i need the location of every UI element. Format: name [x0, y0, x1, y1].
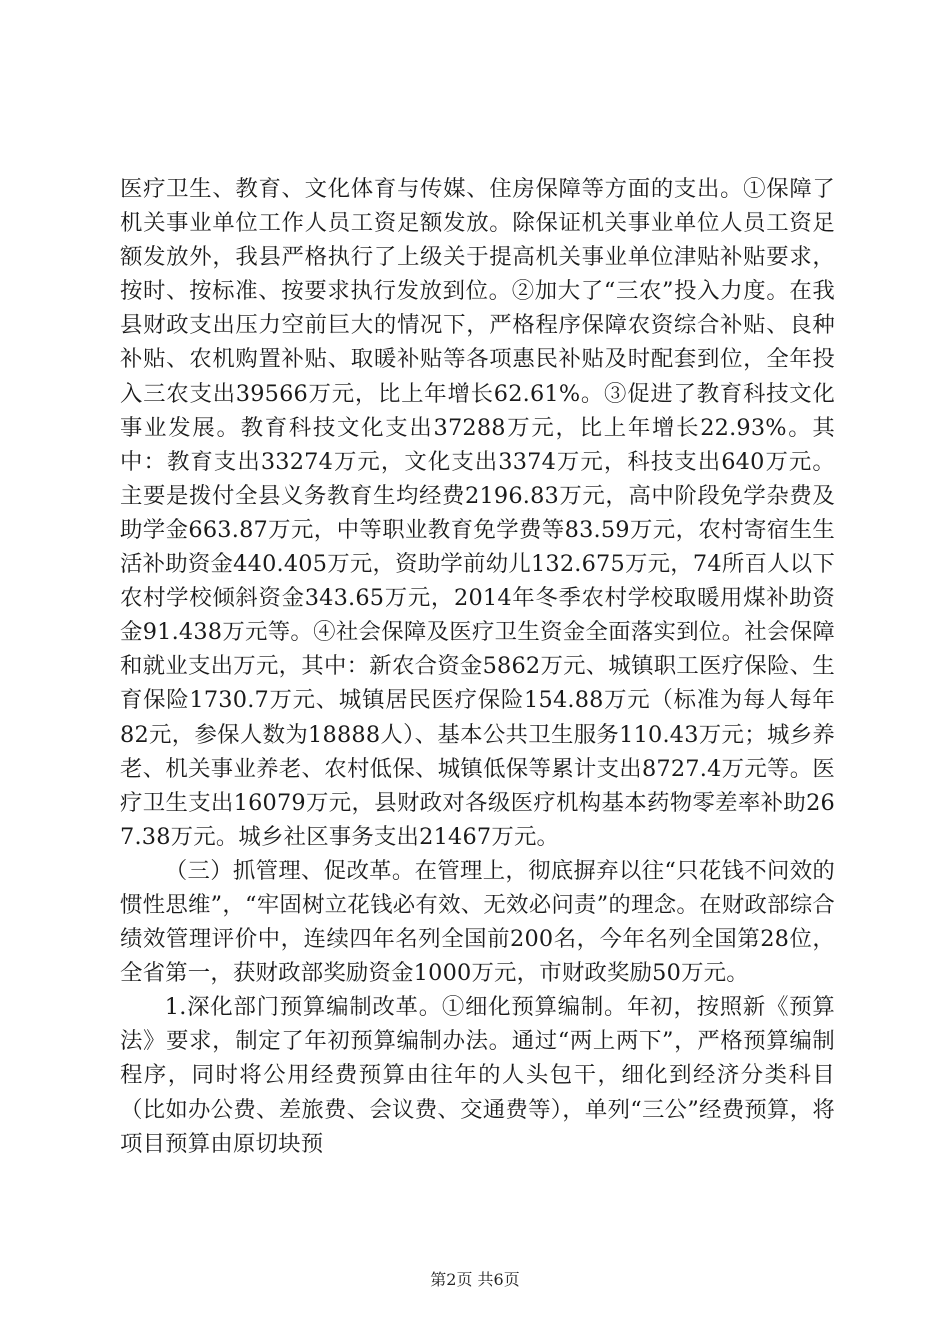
- paragraph-2: （三）抓管理、促改革。在管理上，彻底摒弃以往“只花钱不问效的惯性思维”，“牢固树立花钱必有效、无效必问责”的理念。在财政部综合绩效管理评价中，连续四年名列全国前200名，今年名列全国第28位，全省第一，获财政部奖励资金1000万元，市财政奖励50万元。: [120, 857, 835, 987]
- paragraph-1: 医疗卫生、教育、文化体育与传媒、住房保障等方面的支出。①保障了机关事业单位工作人员工资足额发放。除保证机关事业单位人员工资足额发放外，我县严格执行了上级关于提高机关事业单位津贴补贴要求，按时、按标准、按要求执行发放到位。②加大了“三农”投入力度。在我县财政支出压力空前巨大的情况下，严格程序保障农资综合补贴、良种补贴、农机购置补贴、取暖补贴等各项惠民补贴及时配套到位，全年投入三农支出39566万元，比上年增长62.61%。③促进了教育科技文化事业发展。教育科技文化支出37288万元，比上年增长22.93%。其中：教育支出33274万元，文化支出3374万元，科技支出640万元。主要是拨付全县义务教育生均经费2196.83万元，高中阶段免学杂费及助学金663.87万元，中等职业教育免学费等83.59万元，农村寄宿生生活补助资金440.405万元，资助学前幼儿132.675万元，74所百人以下农村学校倾斜资金343.65万元，2014年冬季农村学校取暖用煤补助资金91.438万元等。④社会保障及医疗卫生资金全面落实到位。社会保障和就业支出万元，其中：新农合资金5862万元、城镇职工医疗保险、生育保险1730.7万元、城镇居民医疗保险154.88万元（标准为每人每年82元，参保人数为18888人）、基本公共卫生服务110.43万元；城乡养老、机关事业养老、农村低保、城镇低保等累计支出8727.4万元等。医疗卫生支出16079万元，县财政对各级医疗机构基本药物零差率补助267.38万元。城乡社区事务支出21467万元。: [120, 176, 835, 850]
- paragraph-3: 1.深化部门预算编制改革。①细化预算编制。年初，按照新《预算法》要求，制定了年初预算编制办法。通过“两上两下”，严格预算编制程序，同时将公用经费预算由往年的人头包干，细化到经济分类科目（比如办公费、差旅费、会议费、交通费等），单列“三公”经费预算，将项目预算由原切块预: [120, 994, 835, 1157]
- document-body: [120, 172, 835, 1161]
- page-footer: 第2页 共6页: [430, 1270, 520, 1289]
